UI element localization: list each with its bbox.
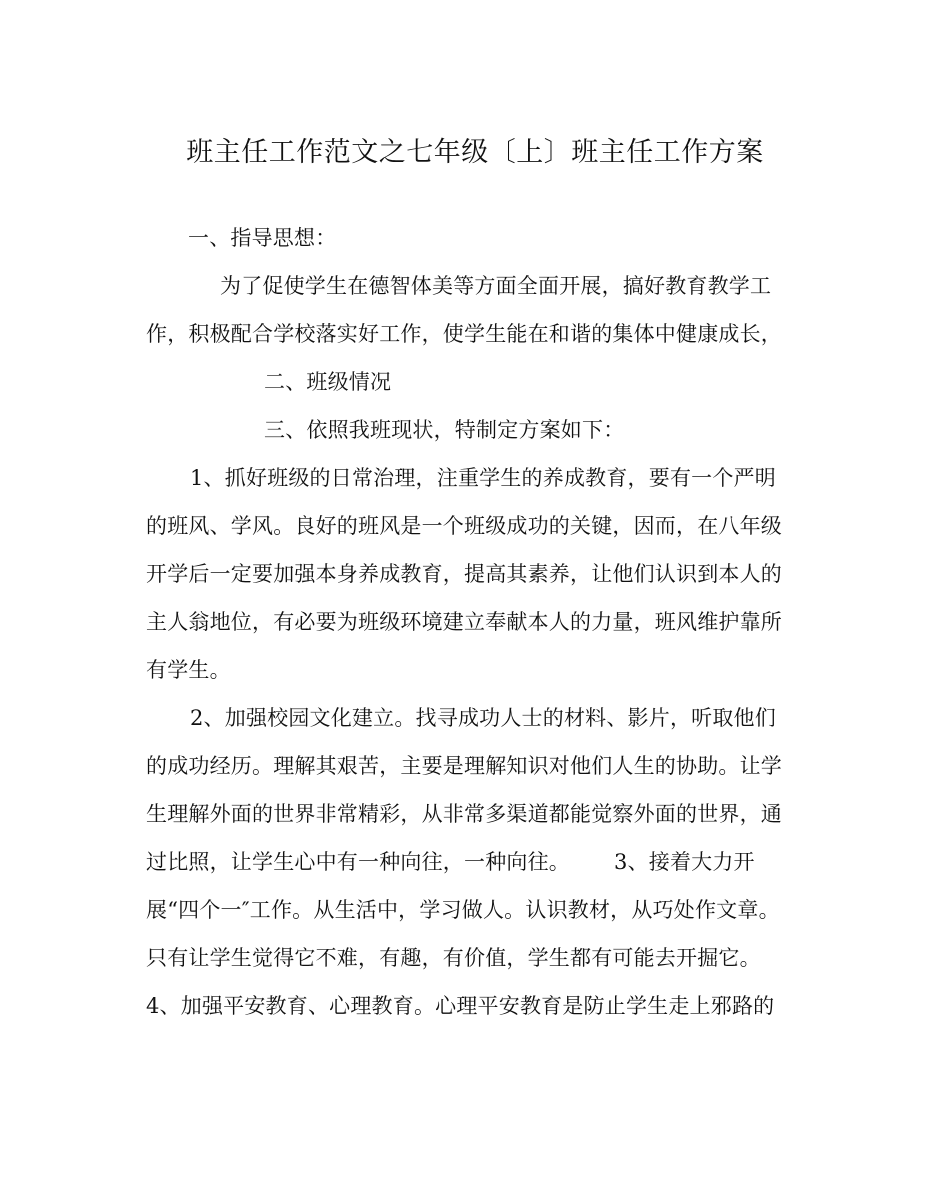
paragraph-line: 为了促使学生在德智体美等方面全面开展，搞好教育教学工 [220,274,772,298]
section-heading-class-situation: 二、班级情况 [264,370,392,394]
paragraph-line-combined [146,847,755,877]
paragraph-line: 作，积极配合学校落实好工作，使学生能在和谐的集体中健康成长， [146,322,782,346]
paragraph-line: 生理解外面的世界非常精彩，从非常多渠道都能觉察外面的世界，通 [146,802,782,826]
paragraph-line: 1、抓好班级的日常治理，注重学生的养成教育，要有一个严明 [190,466,776,490]
paragraph-line: 4、加强平安教育、心理教育。心理平安教育是防止学生走上邪路的 [146,994,775,1018]
paragraph-fragment: 3、接着大力开 [614,850,755,874]
section-heading-guiding-thought: 一、指导思想： [188,226,337,250]
paragraph-line: 有学生。 [146,658,231,682]
document-title: 班主任工作范文之七年级〔上〕班主任工作方案 [186,137,764,168]
paragraph-line: 主人翁地位，有必要为班级环境建立奉献本人的力量，班风维护靠所 [146,610,782,634]
paragraph-line: 只有让学生觉得它不难，有趣，有价值，学生都有可能去开掘它。 [146,946,761,970]
paragraph-line: 的成功经历。理解其艰苦，主要是理解知识对他们人生的协助。让学 [146,754,782,778]
paragraph-line: 2、加强校园文化建立。找寻成功人士的材料、影片，听取他们 [190,706,776,730]
paragraph-fragment: 过比照，让学生心中有一种向往，一种向往。 [146,850,570,874]
paragraph-line: 的班风、学风。良好的班风是一个班级成功的关键，因而，在八年级 [146,514,782,538]
section-heading-plan: 三、依照我班现状，特制定方案如下： [264,418,625,442]
paragraph-line: 展“四个一″工作。从生活中，学习做人。认识教材，从巧处作文章。 [146,898,780,922]
paragraph-line: 开学后一定要加强本身养成教育，提高其素养，让他们认识到本人的 [146,562,782,586]
